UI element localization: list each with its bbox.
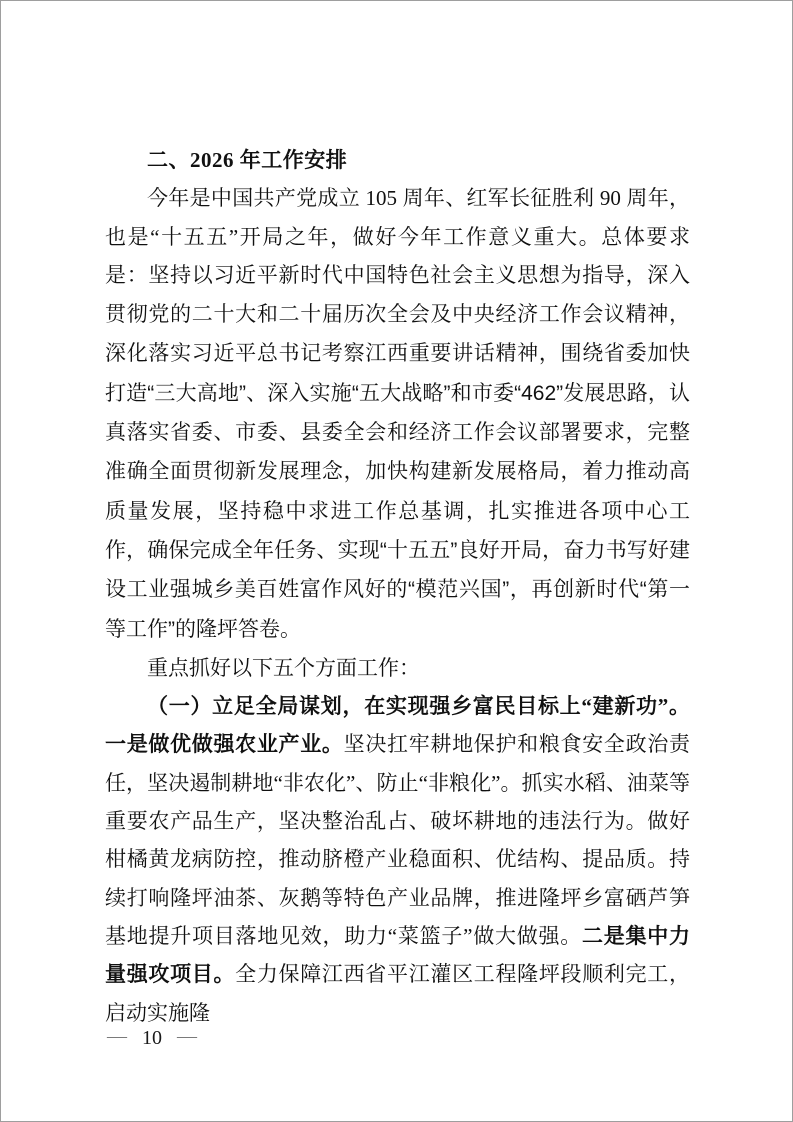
- page-footer: [107, 1027, 197, 1050]
- task-two-text: 全力保障江西省平江灌区工程隆坪段顺利完工，启动实施隆: [105, 962, 691, 1025]
- task-one-text: 坚决扛牢耕地保护和粮食安全政治责任，坚决遏制耕地“非农化”、防止“非粮化”。抓实水稻、油菜等重要农产品生产，坚决整治乱占、破坏耕地的违法行为。做好柑橘黄龙病防控，推动脐橙产业稳面积、优结构、提品质。持续打响隆坪油茶、灰鹅等特色产业品牌，推进隆坪乡富硒芦笋基地提升项目落地见效，助力“菜篮子”做大做强。: [105, 732, 691, 948]
- task-one-label: 一是做优做强农业产业。: [105, 732, 344, 757]
- section-heading: 二、2026 年工作安排: [147, 148, 348, 172]
- point-one-title: （一）立足全局谋划，在实现强乡富民目标上“建新功”。: [147, 694, 690, 719]
- footer-dash-left: —: [107, 1025, 127, 1047]
- task-two-label: 二是集中力量强攻项目。: [105, 923, 691, 987]
- paragraph-overview: [105, 179, 690, 649]
- footer-dash-right: —: [177, 1025, 197, 1047]
- page-number: 10: [142, 1027, 162, 1049]
- document-body: [105, 141, 690, 1032]
- overview-requirements-text: 坚持以习近平新时代中国特色社会主义思想为指导，深入贯彻党的二十大和二十届历次全会及中央经济工作会议精神，深化落实习近平总书记考察江西重要讲话精神，围绕省委加快打造“三大高地”、深入实施“五大战略”和市委“462”发展思路，认真落实省委、市委、县委全会和经济工作会议部署要求，完整准确全面贯彻新发展理念，加快构建新发展格局，着力推动高质量发展，坚持稳中求进工作总基调，扎实推进各项中心工作，确保完成全年任务、实现“十五五”良好开局，奋力书写好建设工业强城乡美百姓富作风好的“模范兴国”，再创新时代“第一等工作”的隆坪答卷。: [105, 263, 691, 641]
- paragraph-focus-intro: 重点抓好以下五个方面工作：: [147, 655, 420, 680]
- paragraph-point-one: [105, 687, 690, 1032]
- overview-intro-text: 今年是中国共产党成立 105 周年、红军长征胜利 90 周年，也是“十五五”开局之年，做好今年工作意义重大。总体要求是：: [105, 186, 690, 287]
